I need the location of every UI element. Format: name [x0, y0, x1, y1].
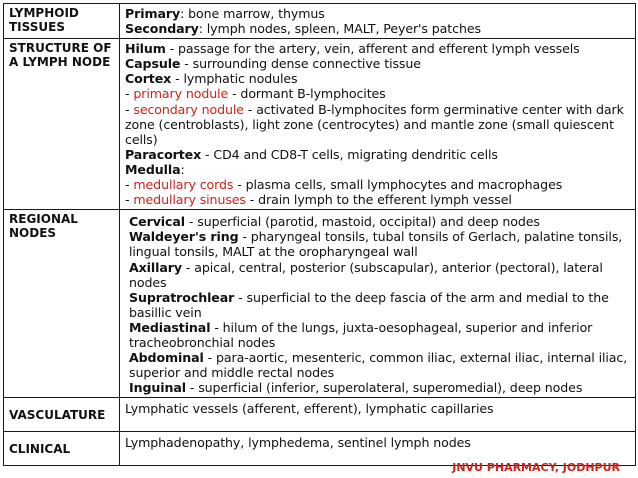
- term-mediastinal: Mediastinal: [129, 319, 211, 335]
- desc-axillary: - apical, central, posterior (subscapular), anterior (pectoral), lateral nodes: [129, 259, 603, 290]
- term-axillary: Axillary: [129, 259, 182, 275]
- term-capsule: Capsule: [125, 56, 181, 72]
- term-primary: Primary: [125, 6, 181, 21]
- desc-capsule: - surrounding dense connective tissue: [180, 56, 421, 72]
- desc-abdominal: - para-aortic, mesenteric, common iliac, external iliac, internal iliac, superior and middle rectal nodes: [129, 350, 628, 381]
- desc-secondary: : lymph nodes, spleen, MALT, Peyer's patches: [198, 21, 481, 37]
- row-content-clinical: Lymphadenopathy, lymphedema, sentinel lymph nodes: [120, 432, 636, 466]
- term-hilum: Hilum: [125, 41, 166, 57]
- row-label-regional-nodes: REGIONAL NODES: [4, 210, 120, 398]
- desc-waldeyer: - pharyngeal tonsils, tubal tonsils of Gerlach, palatine tonsils, lingual tonsils, MALT at the oropharyngeal wall: [129, 229, 623, 260]
- desc-cortex: - lymphatic nodules: [171, 71, 298, 87]
- term-secondary: Secondary: [125, 21, 199, 37]
- dash-secondary-nodule: -: [125, 101, 134, 117]
- desc-medullary-cords: - plasma cells, small lymphocytes and macrophages: [233, 177, 563, 193]
- term-cortex: Cortex: [125, 71, 172, 87]
- desc-paracortex: - CD4 and CD8-T cells, migrating dendritic cells: [201, 146, 498, 162]
- row-label-lymphoid-tissues: LYMPHOID TISSUES: [4, 4, 120, 39]
- row-content-vasculature: Lymphatic vessels (afferent, efferent), lymphatic capillaries: [120, 398, 636, 432]
- desc-secondary-nodule: - activated B-lymphocites form germinative center with dark zone (centroblasts), light zone (centrocytes) and mantle zone (small quiescent cells): [125, 101, 624, 147]
- footer-credit: JNVU PHARMACY, JODHPUR: [452, 461, 620, 474]
- row-label-structure: STRUCTURE OF A LYMPH NODE: [4, 39, 120, 210]
- term-abdominal: Abdominal: [129, 350, 204, 366]
- term-paracortex: Paracortex: [125, 146, 202, 162]
- term-cervical: Cervical: [129, 214, 186, 230]
- row-label-clinical: CLINICAL: [4, 432, 120, 466]
- desc-hilum: - passage for the artery, vein, afferent and efferent lymph vessels: [165, 41, 580, 57]
- term-secondary-nodule: secondary nodule: [133, 101, 244, 117]
- desc-mediastinal: - hilum of the lungs, juxta-oesophageal, superior and inferior tracheobronchial nodes: [129, 319, 593, 350]
- table-row-structure: [4, 39, 636, 210]
- desc-supratrochlear: - superficial to the deep fascia of the arm and medial to the basillic vein: [129, 289, 609, 320]
- term-inguinal: Inguinal: [129, 380, 186, 396]
- desc-cervical: - superficial (parotid, mastoid, occipital) and deep nodes: [185, 214, 540, 230]
- term-medulla: Medulla: [125, 161, 181, 177]
- desc-primary: : bone marrow, thymus: [180, 6, 325, 21]
- lymph-node-table: [3, 3, 636, 466]
- row-content-regional-nodes: [120, 210, 636, 398]
- row-content-structure: [120, 39, 636, 210]
- table-row-lymphoid-tissues: [4, 4, 636, 39]
- desc-primary-nodule: - dormant B-lymphocites: [228, 86, 386, 102]
- term-primary-nodule: primary nodule: [133, 86, 229, 102]
- table-row-vasculature: [4, 398, 636, 432]
- desc-medulla: :: [180, 161, 185, 177]
- term-medullary-cords: medullary cords: [133, 177, 234, 193]
- dash-medullary-cords: -: [125, 177, 134, 193]
- dash-medullary-sinuses: -: [125, 192, 134, 208]
- dash-primary-nodule: -: [125, 86, 134, 102]
- term-supratrochlear: Supratrochlear: [129, 289, 235, 305]
- term-medullary-sinuses: medullary sinuses: [133, 192, 246, 208]
- term-waldeyer: Waldeyer's ring: [129, 229, 239, 245]
- row-label-vasculature: VASCULATURE: [4, 398, 120, 432]
- desc-medullary-sinuses: - drain lymph to the efferent lymph vessel: [245, 192, 512, 208]
- table-row-regional-nodes: [4, 210, 636, 398]
- row-content-lymphoid-tissues: [120, 4, 636, 39]
- desc-inguinal: - superficial (inferior, superolateral, superomedial), deep nodes: [185, 380, 583, 396]
